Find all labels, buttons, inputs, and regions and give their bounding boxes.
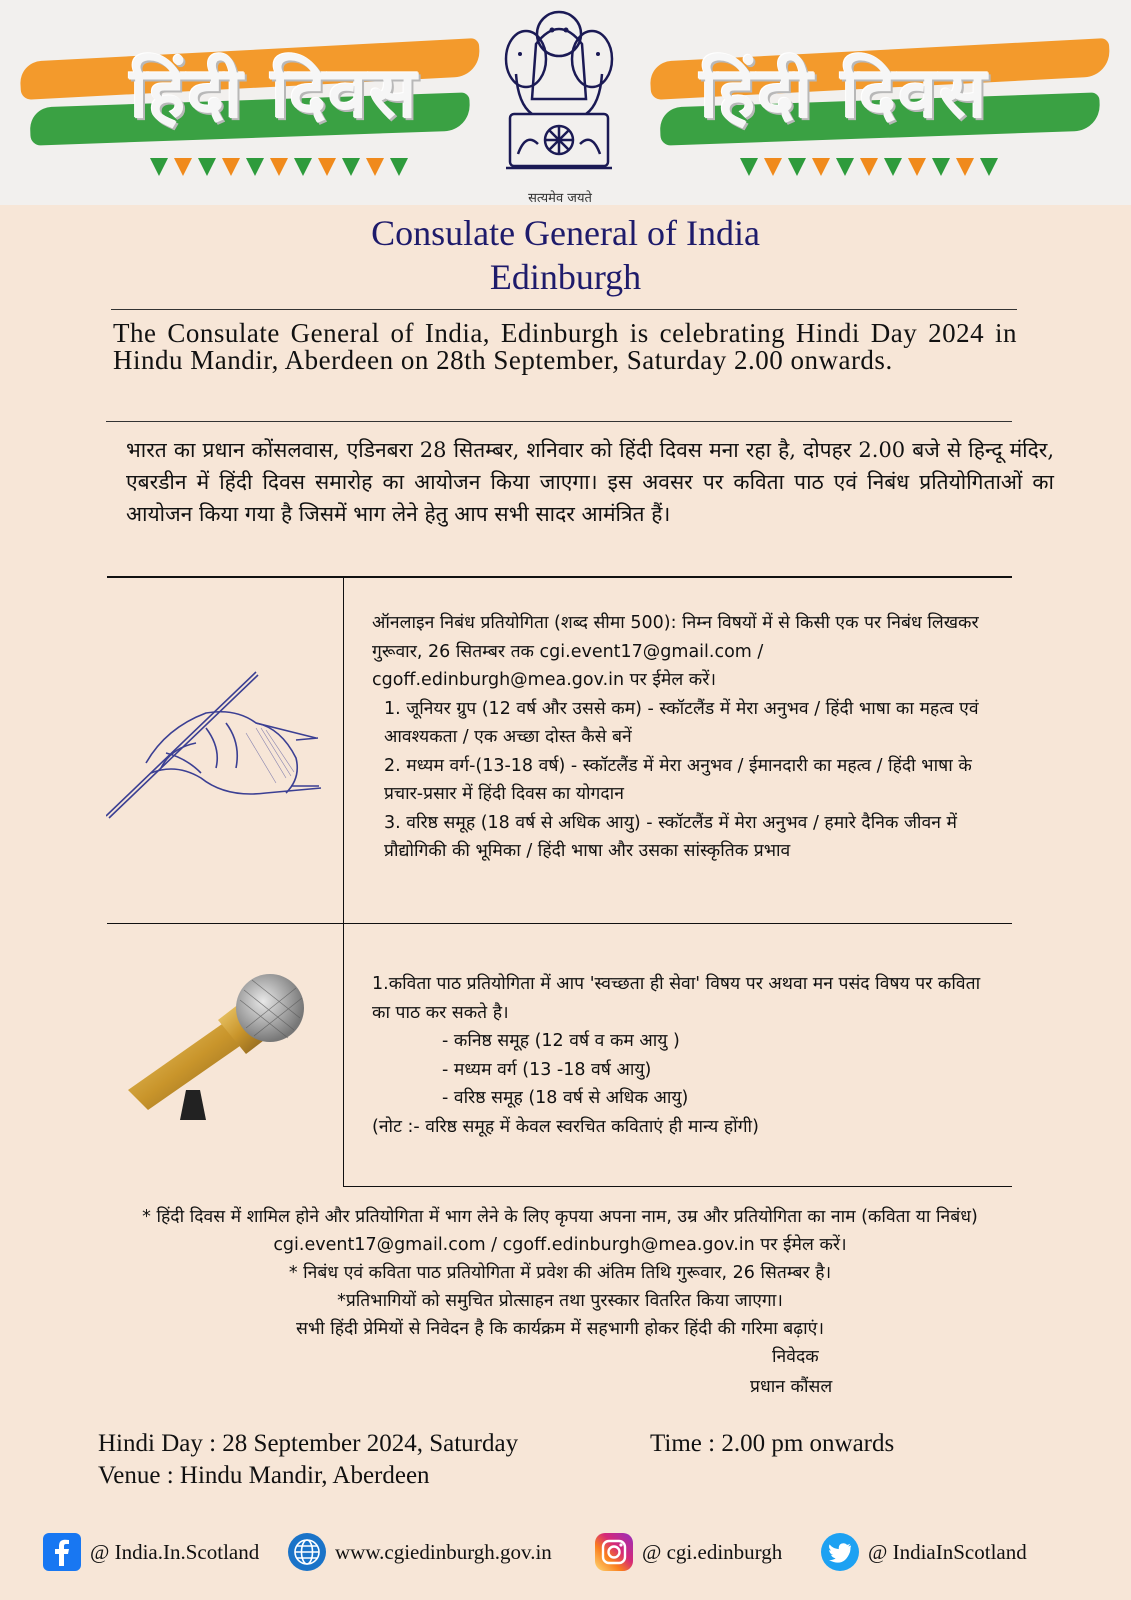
microphone-icon <box>122 970 312 1140</box>
instagram-icon <box>594 1532 634 1572</box>
banner-title-left: हिंदी दिवस <box>130 51 419 134</box>
pen-hand-icon <box>106 668 331 828</box>
notes <box>100 1203 1020 1343</box>
bunting-left <box>150 158 408 176</box>
facebook-icon <box>42 1532 82 1572</box>
note-deadline: * निबंध एवं कविता पाठ प्रतियोगिता में प्रवेश की अंतिम तिथि गुरूवार, 26 सितम्बर है। <box>288 1263 832 1283</box>
social-facebook[interactable] <box>42 1530 259 1574</box>
poem-intro: 1.कविता पाठ प्रतियोगिता में आप 'स्वच्छता ही सेवा' विषय पर अथवा मन पसंद विषय पर कविता का पाठ कर सकते है। <box>372 974 981 1023</box>
table-row-divider <box>107 923 1012 924</box>
event-time: Time : 2.00 pm onwards <box>650 1430 895 1457</box>
essay-group-senior: 3. वरिष्ठ समूह (18 वर्ष से अधिक आयु) - स्कॉटलैंड में मेरा अनुभव / हमारे दैनिक जीवन में प्रौद्योगिकी की भूमिका / हिंदी भाषा और उसका सांस्कृतिक प्रभाव <box>384 812 957 861</box>
table-column-divider <box>343 577 344 1187</box>
table-top-border <box>107 576 1012 578</box>
website-url[interactable]: www.cgiedinburgh.gov.in <box>335 1539 552 1564</box>
facebook-handle[interactable]: @ India.In.Scotland <box>90 1539 260 1564</box>
poem-group-middle: - मध्यम वर्ग (13 -18 वर्ष आयु) <box>442 1059 652 1080</box>
event-venue: Venue : Hindu Mandir, Aberdeen <box>98 1462 430 1489</box>
poem-group-senior: - वरिष्ठ समूह (18 वर्ष से अधिक आयु) <box>442 1088 689 1108</box>
signature-requester: निवेदक <box>772 1347 819 1367</box>
globe-icon <box>287 1532 327 1572</box>
essay-competition <box>372 609 1002 866</box>
essay-group-middle: 2. मध्यम वर्ग-(13-18 वर्ष) - स्कॉटलैंड में मेरा अनुभव / ईमानदारी का महत्व / हिंदी भाषा के प्रचार-प्रसार में हिंदी दिवस का योगदान <box>384 755 972 804</box>
essay-intro: ऑनलाइन निबंध प्रतियोगिता (शब्द सीमा 500): निम्न विषयों में से किसी एक पर निबंध लिखकर गुरूवार, 26 सितम्बर तक cgi.event17@gmail.com / cgoff.edinburgh@mea.gov.in पर ईमेल करें। <box>372 613 979 690</box>
note-appeal: सभी हिंदी प्रेमियों से निवेदन है कि कार्यक्रम में सहभागी होकर हिंदी की गरिमा बढ़ाएं। <box>295 1319 824 1339</box>
banner <box>0 0 1131 205</box>
banner-title-right: हिंदी दिवस <box>700 51 989 134</box>
twitter-handle[interactable]: @ IndiaInScotland <box>868 1539 1027 1564</box>
hindi-intro: भारत का प्रधान कोंसलवास, एडिनबरा 28 सितम्बर, शनिवार को हिंदी दिवस मना रहा है, दोपहर 2.00 बजे से हिन्दू मंदिर, एबरडीन में हिंदी दिवस समारोह का आयोजन किया जाएगा। इस अवसर पर कविता पाठ एवं निबंध प्रतियोगिताओं का आयोजन किया गया है जिसमें भाग लेने हेतु आप सभी सादर आमंत्रित हैं। <box>126 438 1054 526</box>
social-instagram[interactable] <box>594 1530 782 1574</box>
note-prizes: *प्रतिभागियों को समुचित प्रोत्साहन तथा पुरस्कार वितरित किया जाएगा। <box>337 1291 783 1311</box>
social-website[interactable] <box>287 1530 552 1574</box>
bunting-right <box>740 158 998 176</box>
motto: सत्यमेव जयते <box>528 191 592 205</box>
twitter-icon <box>820 1532 860 1572</box>
social-twitter[interactable] <box>820 1530 1027 1574</box>
consulate-title: Consulate General of India <box>371 213 760 253</box>
english-intro: The Consulate General of India, Edinburgh is celebrating Hindi Day 2024 in Hindu Mandir, Aberdeen on 28th September, Saturday 2.00 onwards. <box>113 318 1017 375</box>
poem-note: (नोट :- वरिष्ठ समूह में केवल स्वरचित कविताएं ही मान्य होंगी) <box>372 1116 759 1137</box>
signature-consul: प्रधान कौंसल <box>750 1377 833 1397</box>
consulate-city: Edinburgh <box>489 257 642 297</box>
event-date: Hindi Day : 28 September 2024, Saturday <box>98 1430 519 1457</box>
essay-group-junior: 1. जूनियर ग्रुप (12 वर्ष और उससे कम) - स्कॉटलैंड में मेरा अनुभव / हिंदी भाषा का महत्व एवं आवश्यकता / एक अच्छा दोस्त कैसे बनें <box>384 698 979 747</box>
divider <box>111 309 1017 310</box>
instagram-handle[interactable]: @ cgi.edinburgh <box>642 1539 783 1564</box>
ashoka-emblem-icon <box>496 4 622 184</box>
note-registration: * हिंदी दिवस में शामिल होने और प्रतियोगिता में भाग लेने के लिए कृपया अपना नाम, उम्र और प्रतियोगिता का नाम (कविता या निबंध) cgi.event17@gmail.com / cgoff.edinburgh@mea.gov.in पर ईमेल करें। <box>142 1207 978 1255</box>
poem-group-junior: - कनिष्ठ समूह (12 वर्ष व कम आयु ) <box>442 1031 680 1051</box>
poem-competition <box>372 970 992 1141</box>
table-bottom-border <box>343 1186 1012 1187</box>
divider <box>106 421 1012 422</box>
